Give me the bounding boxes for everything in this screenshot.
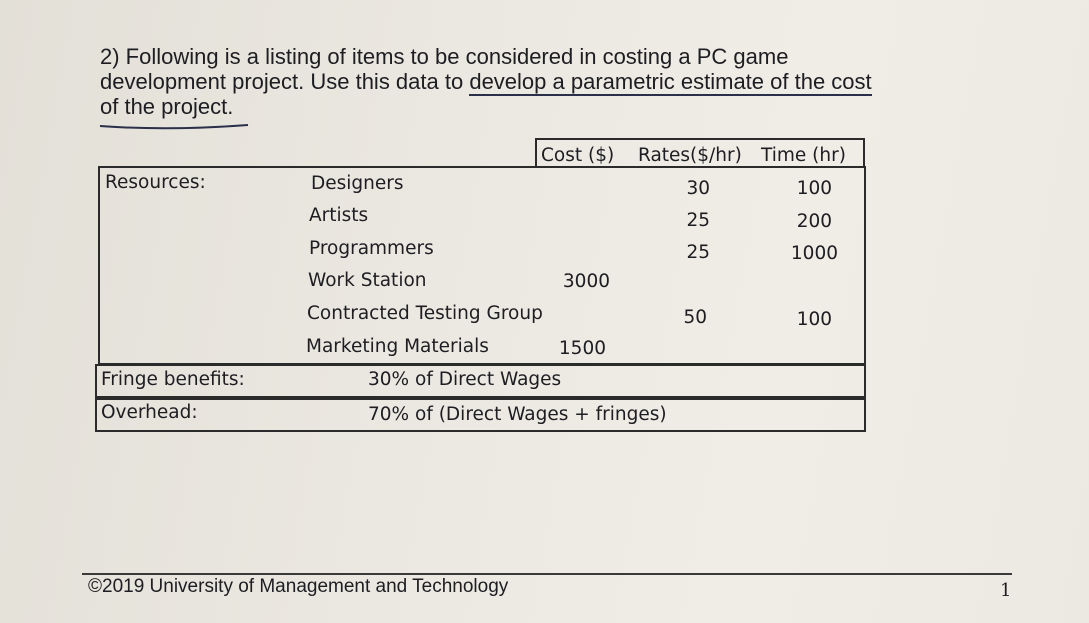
row-item: Marketing Materials: [306, 336, 489, 357]
fringe-label: Fringe benefits:: [101, 369, 245, 390]
row-time: 200: [796, 211, 832, 232]
row-item: Work Station: [308, 270, 427, 291]
question-line-2: [100, 69, 1010, 94]
row-rate: 50: [683, 307, 707, 328]
row-item: Designers: [311, 173, 404, 194]
underlined-phrase: develop a parametric estimate of the cost: [469, 69, 872, 94]
page-number: 1: [1000, 580, 1012, 601]
row-rate: 25: [686, 242, 710, 263]
row-time: 100: [796, 178, 832, 199]
row-rate: 30: [686, 178, 710, 199]
table-header: [535, 138, 865, 168]
resources-section: [98, 166, 866, 365]
overhead-row: [95, 398, 866, 432]
resources-label: Resources:: [105, 172, 206, 193]
overhead-label: Overhead:: [101, 402, 198, 423]
row-item: Programmers: [309, 238, 434, 259]
row-item: Artists: [309, 205, 369, 226]
row-cost: 1500: [558, 338, 606, 359]
overhead-value: 70% of (Direct Wages + fringes): [368, 404, 667, 425]
fringe-row: [95, 364, 866, 398]
question-line-2-prefix: development project. Use this data to: [100, 69, 470, 94]
footer-divider: [82, 573, 1012, 575]
header-cost: Cost ($): [541, 145, 615, 166]
fringe-value: 30% of Direct Wages: [368, 369, 562, 390]
header-time: Time (hr): [761, 145, 846, 166]
row-time: 100: [796, 309, 832, 330]
row-rate: 25: [686, 210, 710, 231]
header-rates: Rates($/hr): [638, 145, 742, 166]
row-item: Contracted Testing Group: [307, 303, 543, 324]
question-line-3: of the project.: [100, 94, 234, 119]
handwritten-underline: [98, 121, 250, 131]
row-cost: 3000: [562, 271, 610, 292]
copyright-footer: ©2019 University of Management and Technology: [88, 576, 509, 597]
row-time: 1000: [790, 243, 838, 264]
question-text: [100, 44, 1010, 119]
question-line-1: 2) Following is a listing of items to be considered in costing a PC game: [100, 44, 789, 69]
